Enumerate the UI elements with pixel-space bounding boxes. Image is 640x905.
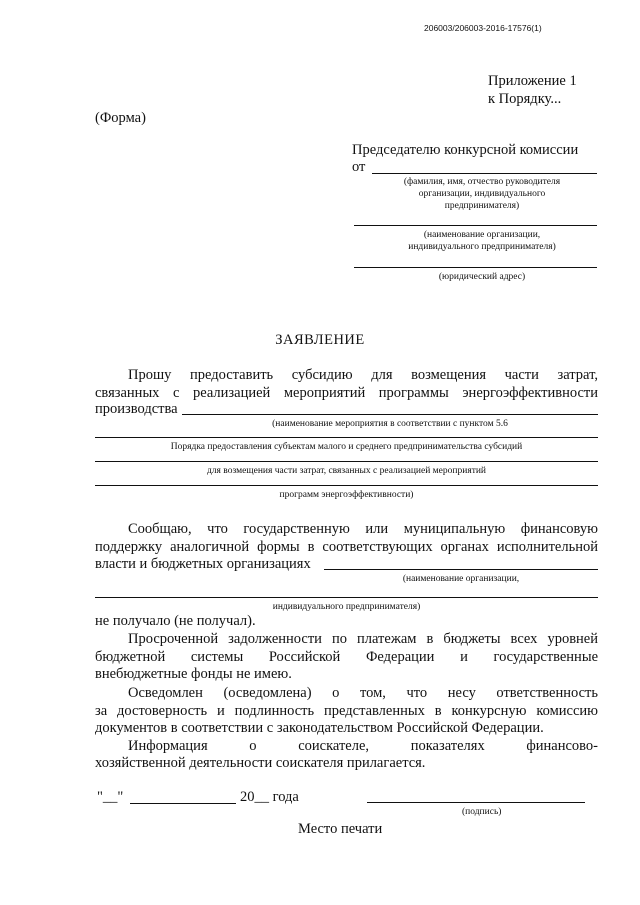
caption-name-1: (фамилия, имя, отчество руководителя	[403, 177, 561, 187]
support-org-fill-line	[324, 569, 598, 570]
address-fill-line	[354, 267, 597, 268]
support-line-2: поддержку аналогичной формы в соответствующих органах исполнительной	[95, 539, 598, 555]
addressee-from-label: от	[352, 159, 366, 175]
appendix-line-1: Приложение 1	[488, 73, 577, 89]
request-line-3: производства	[95, 401, 178, 417]
caption-address: (юридический адрес)	[438, 272, 526, 282]
request-line-1: Прошу предоставить субсидию для возмещения части затрат,	[128, 367, 598, 383]
form-label: (Форма)	[95, 110, 146, 126]
caption-measure-3: для возмещения части затрат, связанных с реализацией мероприятий	[206, 466, 487, 476]
info-line-1: Информация о соискателе, показателях финансово-	[128, 738, 598, 754]
info-line-2: хозяйственной деятельности соискателя прилагается.	[95, 755, 426, 771]
appendix-line-2: к Порядку...	[488, 91, 562, 107]
caption-measure-4: программ энергоэффективности)	[279, 490, 414, 500]
signature-fill-line	[367, 802, 585, 803]
signature-caption: (подпись)	[462, 807, 502, 817]
addressee-to: Председателю конкурсной комиссии	[352, 142, 579, 158]
caption-name-3: предпринимателя)	[444, 201, 520, 211]
debt-line-3: внебюджетные фонды не имею.	[95, 666, 292, 682]
support-line-3: власти и бюджетных организациях	[95, 556, 311, 572]
date-day-field: "__"	[97, 789, 124, 805]
caption-support-1: (наименование организации,	[402, 574, 520, 584]
debt-line-2: бюджетной системы Российской Федерации и государственные	[95, 649, 598, 665]
caption-measure-1: (наименование мероприятия в соответствии с пунктом 5.6	[272, 419, 508, 429]
caption-org-1: (наименование организации,	[423, 230, 541, 240]
support-line-4: не получало (не получал).	[95, 613, 256, 629]
date-month-fill-line	[130, 803, 236, 804]
date-year-field: 20__ года	[240, 789, 299, 805]
responsibility-line-2: за достоверность и подлинность представленных в конкурсную комиссию	[95, 703, 598, 719]
support-line-1: Сообщаю, что государственную или муниципальную финансовую	[128, 521, 598, 537]
support-org-fill-line-2	[95, 597, 598, 598]
responsibility-line-1: Осведомлен (осведомлена) о том, что несу ответственность	[128, 685, 598, 701]
measure-fill-line	[182, 414, 598, 415]
measure-fill-line-4	[95, 485, 598, 486]
caption-org-2: индивидуального предпринимателя)	[408, 242, 556, 252]
debt-line-1: Просроченной задолженности по платежам в бюджеты всех уровней	[128, 631, 598, 647]
name-fill-line	[372, 173, 597, 174]
stamp-place-label: Место печати	[298, 821, 383, 837]
measure-fill-line-2	[95, 437, 598, 438]
caption-measure-2: Порядка предоставления субъектам малого и среднего предпринимательства субсидий	[170, 442, 523, 452]
document-code: 206003/206003-2016-17576(1)	[424, 23, 542, 33]
responsibility-line-3: документов в соответствии с законодательством Российской Федерации.	[95, 720, 544, 736]
request-line-2: связанных с реализацией мероприятий программы энергоэффективности	[95, 385, 598, 401]
org-fill-line	[354, 225, 597, 226]
measure-fill-line-3	[95, 461, 598, 462]
document-title: ЗАЯВЛЕНИЕ	[275, 332, 365, 348]
caption-support-2: индивидуального предпринимателя)	[272, 602, 421, 612]
caption-name-2: организации, индивидуального	[418, 189, 546, 199]
